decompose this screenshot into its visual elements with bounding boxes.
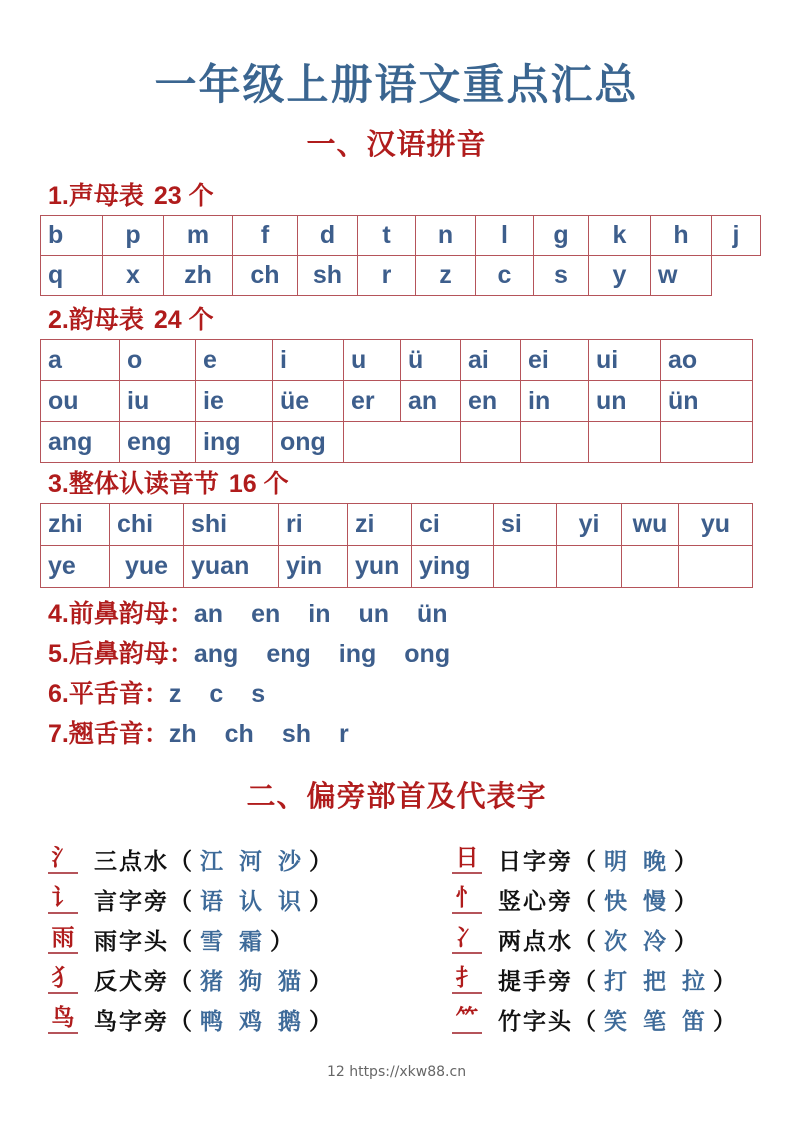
radical-row [452, 962, 736, 996]
table-cell: a [40, 339, 120, 381]
example-character: 拉 [682, 967, 705, 995]
radical-name: 言字旁 [94, 887, 169, 915]
heading-whole-syllables [48, 464, 289, 500]
close-paren: ） [674, 887, 697, 915]
open-paren: （ [169, 927, 192, 955]
table-cell: l [475, 215, 534, 256]
close-paren: ） [713, 967, 736, 995]
example-character: 鹅 [278, 1007, 301, 1035]
radical-name: 日字旁 [498, 847, 573, 875]
category-number: 5. [48, 640, 69, 668]
radical-glyph: 氵 [48, 844, 78, 874]
open-paren: （ [169, 887, 192, 915]
table-cell: üe [272, 380, 344, 422]
example-character: 猫 [278, 967, 301, 995]
table-cell: ci [411, 503, 494, 546]
table-cell: sh [297, 255, 358, 296]
pinyin-category-line [48, 634, 478, 670]
category-label [48, 599, 194, 628]
radical-glyph: 鸟 [48, 1004, 78, 1034]
category-text: 翘舌音： [68, 719, 169, 748]
heading-count: 23 个 [153, 182, 214, 210]
example-character: 打 [604, 967, 627, 995]
example-character: 笑 [604, 1007, 627, 1035]
pinyin-value: un [358, 600, 390, 628]
table-cell: y [588, 255, 651, 296]
table-cell: un [588, 380, 661, 422]
table-cell: chi [109, 503, 184, 546]
table-cell: zh [163, 255, 233, 296]
table-cell [493, 545, 557, 588]
pinyin-value: in [308, 600, 331, 628]
table-cell: n [415, 215, 476, 256]
category-text: 后鼻韵母： [68, 639, 194, 668]
table-cell [556, 545, 622, 588]
table-cell [460, 421, 521, 463]
heading-label: 声母表 [68, 181, 144, 210]
table-cell [621, 545, 679, 588]
table-cell: b [40, 215, 103, 256]
table-cell: i [272, 339, 344, 381]
table-cell: c [475, 255, 534, 296]
radical-row [48, 922, 293, 956]
table-cell: en [460, 380, 521, 422]
pinyin-value: r [339, 720, 349, 748]
example-character: 把 [643, 967, 666, 995]
table-cell: yu [678, 503, 753, 546]
radical-glyph: 犭 [48, 964, 78, 994]
example-character: 霜 [239, 927, 262, 955]
example-character: 慢 [643, 887, 666, 915]
close-paren: ） [674, 927, 697, 955]
table-cell: z [415, 255, 476, 296]
table-cell: in [520, 380, 589, 422]
section-title-radicals: 二、偏旁部首及代表字 [246, 779, 547, 813]
table-cell: ou [40, 380, 120, 422]
example-character: 河 [239, 847, 262, 875]
table-cell: ie [195, 380, 273, 422]
category-text: 前鼻韵母： [68, 599, 194, 628]
table-cell: yue [109, 545, 184, 588]
pinyin-value: ong [404, 640, 451, 668]
example-character: 认 [239, 887, 262, 915]
table-cell: ao [660, 339, 753, 381]
category-label [48, 639, 194, 668]
table-cell: eng [119, 421, 196, 463]
open-paren: （ [573, 927, 596, 955]
open-paren: （ [573, 967, 596, 995]
heading-finals [48, 300, 214, 336]
radical-name: 竹字头 [498, 1007, 573, 1035]
table-cell: ying [411, 545, 494, 588]
table-cell: si [493, 503, 557, 546]
table-cell: yun [347, 545, 412, 588]
table-cell: g [533, 215, 589, 256]
table-cell: ui [588, 339, 661, 381]
table-cell: ch [232, 255, 298, 296]
table-cell: ei [520, 339, 589, 381]
table-cell: e [195, 339, 273, 381]
radical-glyph: 忄 [452, 884, 482, 914]
pinyin-value: zh [168, 720, 197, 748]
table-cell: ing [195, 421, 273, 463]
radical-row [48, 1002, 332, 1036]
table-cell: yin [278, 545, 348, 588]
example-character: 鸭 [200, 1007, 223, 1035]
table-cell: q [40, 255, 103, 296]
table-cell: shi [183, 503, 279, 546]
table-cell: h [650, 215, 712, 256]
category-number: 6. [48, 680, 69, 708]
pinyin-value: s [251, 680, 266, 708]
table-cell [343, 421, 461, 463]
radical-glyph: ⺮ [452, 1004, 482, 1034]
radical-name: 两点水 [498, 927, 573, 955]
example-character: 次 [604, 927, 627, 955]
radical-row [452, 842, 697, 876]
table-cell [520, 421, 589, 463]
table-cell [588, 421, 661, 463]
example-character: 明 [604, 847, 627, 875]
radical-row [48, 842, 332, 876]
open-paren: （ [573, 1007, 596, 1035]
table-cell: ri [278, 503, 348, 546]
radical-name: 提手旁 [498, 967, 573, 995]
open-paren: （ [169, 967, 192, 995]
table-cell [660, 421, 753, 463]
table-cell [678, 545, 753, 588]
table-cell: k [588, 215, 651, 256]
example-character: 雪 [200, 927, 223, 955]
table-cell: r [357, 255, 416, 296]
open-paren: （ [169, 1007, 192, 1035]
table-cell: an [400, 380, 461, 422]
pinyin-value: z [168, 680, 182, 708]
radical-row [452, 882, 697, 916]
pinyin-value: sh [281, 720, 312, 748]
table-cell: d [297, 215, 358, 256]
radical-row [48, 882, 332, 916]
category-number: 7. [48, 720, 69, 748]
pinyin-value: ang [193, 640, 239, 668]
category-label [48, 679, 169, 708]
example-character: 快 [604, 887, 627, 915]
open-paren: （ [573, 887, 596, 915]
table-cell: s [533, 255, 589, 296]
radical-glyph: 扌 [452, 964, 482, 994]
table-cell: t [357, 215, 416, 256]
heading-initials [48, 176, 214, 212]
example-character: 鸡 [239, 1007, 262, 1035]
close-paren: ） [674, 847, 697, 875]
page-title: 一年级上册语文重点汇总 [154, 60, 639, 109]
radical-row [452, 922, 697, 956]
heading-number: 1. [48, 182, 69, 210]
pinyin-value: ing [338, 640, 377, 668]
heading-number: 2. [48, 306, 69, 334]
table-cell: j [711, 215, 761, 256]
example-character: 冷 [643, 927, 666, 955]
table-cell: x [102, 255, 164, 296]
close-paren: ） [309, 847, 332, 875]
heading-label: 韵母表 [68, 305, 144, 334]
table-cell: ye [40, 545, 110, 588]
table-cell: yi [556, 503, 622, 546]
table-cell: yuan [183, 545, 279, 588]
heading-label: 整体认读音节 [68, 469, 219, 498]
example-character: 笛 [682, 1007, 705, 1035]
table-cell: ang [40, 421, 120, 463]
example-character: 识 [278, 887, 301, 915]
example-character: 晚 [643, 847, 666, 875]
radical-name: 反犬旁 [94, 967, 169, 995]
example-character: 猪 [200, 967, 223, 995]
table-cell: er [343, 380, 401, 422]
pinyin-value: ch [224, 720, 254, 748]
table-cell: o [119, 339, 196, 381]
table-cell: zhi [40, 503, 110, 546]
table-cell: w [650, 255, 712, 296]
table-cell: p [102, 215, 164, 256]
table-cell: ai [460, 339, 521, 381]
category-label [48, 719, 169, 748]
table-cell: ü [400, 339, 461, 381]
radical-glyph: 冫 [452, 924, 482, 954]
pinyin-category-line [48, 674, 293, 710]
pinyin-value: eng [266, 640, 311, 668]
section-title-pinyin: 一、汉语拼音 [306, 127, 487, 161]
radical-row [48, 962, 332, 996]
example-character: 江 [200, 847, 223, 875]
pinyin-value: ün [417, 600, 448, 628]
example-character: 狗 [239, 967, 262, 995]
table-cell: wu [621, 503, 679, 546]
table-cell: m [163, 215, 233, 256]
table-cell: ong [272, 421, 344, 463]
category-number: 4. [48, 600, 69, 628]
open-paren: （ [573, 847, 596, 875]
close-paren: ） [309, 887, 332, 915]
pinyin-value: c [209, 680, 224, 708]
radical-glyph: 讠 [48, 884, 78, 914]
radical-name: 三点水 [94, 847, 169, 875]
pinyin-value: en [251, 600, 281, 628]
radical-name: 雨字头 [94, 927, 169, 955]
table-cell: f [232, 215, 298, 256]
heading-count: 24 个 [153, 306, 214, 334]
heading-count: 16 个 [228, 470, 289, 498]
table-cell: ün [660, 380, 753, 422]
example-character: 笔 [643, 1007, 666, 1035]
radical-glyph: 日 [452, 844, 482, 874]
close-paren: ） [713, 1007, 736, 1035]
close-paren: ） [270, 927, 293, 955]
close-paren: ） [309, 967, 332, 995]
page-footer: 12 https://xkw88.cn [326, 1064, 467, 1080]
table-cell: u [343, 339, 401, 381]
pinyin-category-line [48, 594, 476, 630]
radical-glyph: 雨 [48, 924, 78, 954]
radical-row [452, 1002, 736, 1036]
close-paren: ） [309, 1007, 332, 1035]
category-text: 平舌音： [68, 679, 169, 708]
table-cell: zi [347, 503, 412, 546]
open-paren: （ [169, 847, 192, 875]
radical-name: 竖心旁 [498, 887, 573, 915]
pinyin-value: an [193, 600, 224, 628]
table-cell: iu [119, 380, 196, 422]
pinyin-category-line [48, 714, 377, 750]
example-character: 语 [200, 887, 223, 915]
heading-number: 3. [48, 470, 69, 498]
example-character: 沙 [278, 847, 301, 875]
radical-name: 鸟字旁 [94, 1007, 169, 1035]
